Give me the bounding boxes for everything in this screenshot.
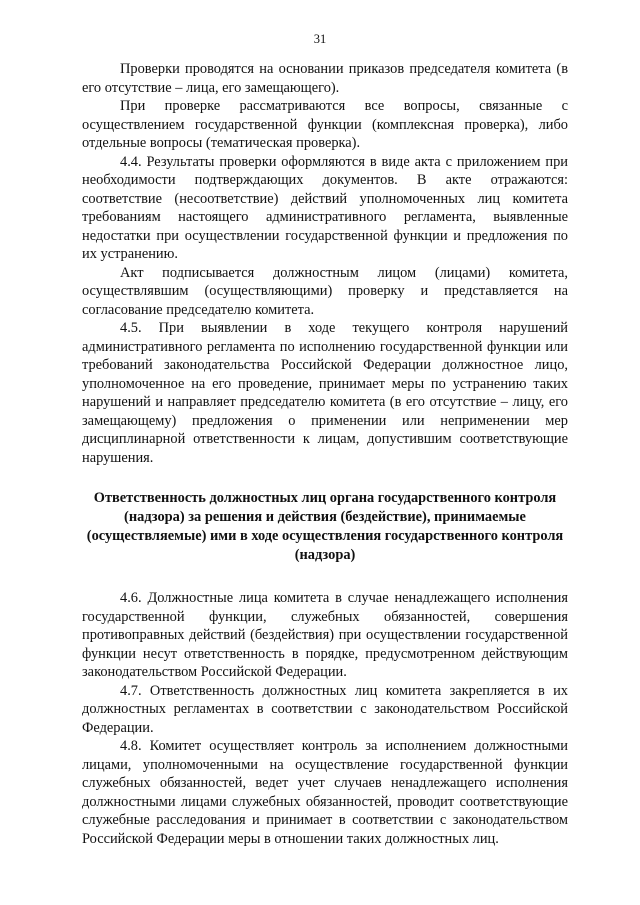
paragraph-4-6-liability: 4.6. Должностные лица комитета в случае ненадлежащего исполнения государственной функции, служебных обязанностей, совершения противоправных действий (бездействия) при осуществлении государственной функции несут ответственность в порядке, предусмотренном действующим законодательством Российской Федерации. [82, 590, 568, 680]
paragraph-4-4-results: 4.4. Результаты проверки оформляются в виде акта с приложением при необходимости подтверждающих документов. В акте отражаются: соответствие (несоответствие) действий уполномоченных лиц комитета требованиям настоящего административного регламента, выявленные недостатки при осуществлении государственной функции и предложения по их устранению. [82, 153, 568, 262]
page-number: 31 [313, 32, 327, 46]
paragraph-inspection-orders: Проверки проводятся на основании приказов председателя комитета (в его отсутствие – лица, его замещающего). [82, 61, 568, 96]
section-heading-responsibility: Ответственность должностных лиц органа государственного контроля (надзора) за решения и действия (бездействие), принимаемые (осуществляемые) ими в ходе осуществления государственного контроля (надзора) [86, 490, 564, 563]
paragraph-4-8-control: 4.8. Комитет осуществляет контроль за исполнением должностными лицами, уполномоченными на осуществление государственной функции служебных обязанностей, ведет учет случаев ненадлежащего исполнения должностными лицами служебных обязанностей, проводит соответствующие служебные расследования и принимает в соответствии с законодательством Российской Федерации меры в отношении таких должностных лиц. [82, 738, 568, 847]
paragraph-4-7-regulations: 4.7. Ответственность должностных лиц комитета закрепляется в их должностных регламентах в соответствии с законодательством Российской Федерации. [82, 682, 568, 736]
paragraph-act-signing: Акт подписывается должностным лицом (лицами) комитета, осуществлявшим (осуществляющими) проверку и представляется на согласование председателю комитета. [82, 264, 568, 318]
paragraph-inspection-scope: При проверке рассматриваются все вопросы, связанные с осуществлением государственной функции (комплексная проверка), либо отдельные вопросы (тематическая проверка). [82, 98, 568, 151]
document-body [82, 60, 568, 848]
paragraph-4-5-violations: 4.5. При выявлении в ходе текущего контроля нарушений административного регламента по исполнению государственной функции или требований законодательства Российской Федерации должностное лицо, уполномоченное на его проведение, принимает меры по устранению таких нарушений и направляет председателю комитета (в его отсутствие – лицу, его замещающему) предложения о применении или неприменении мер дисциплинарной ответственности к лицам, допустившим соответствующие нарушения. [82, 320, 568, 466]
